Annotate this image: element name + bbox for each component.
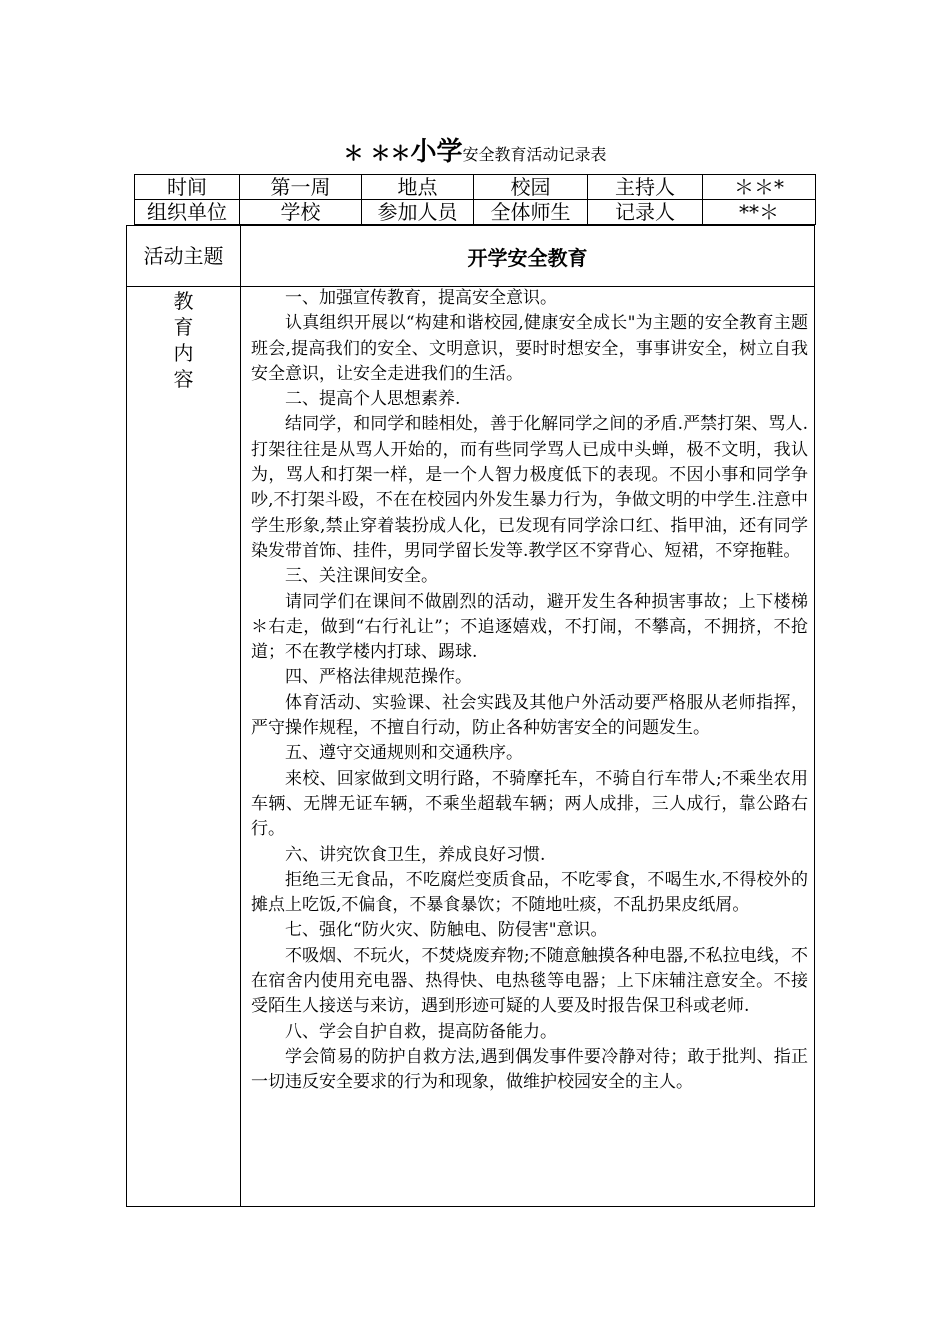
education-label-char: 教 (173, 289, 194, 313)
main-table (126, 225, 815, 1207)
section-heading: 八、学会自护自救，提高防备能力。 (285, 1021, 557, 1042)
section-heading: 七、强化“防火灾、防触电、防侵害"意识。 (285, 920, 608, 941)
section-heading: 一、加强宣传教育，提高安全意识。 (285, 288, 557, 308)
host-value: ＊＊* (703, 175, 816, 200)
organizer-value: 学校 (240, 200, 362, 225)
title-rest: 安全教育活动记录表 (462, 145, 607, 164)
info-row (135, 200, 816, 225)
section-heading: 五、遵守交通规则和交通秩序。 (285, 743, 523, 764)
host-label: 主持人 (588, 175, 703, 200)
section-body: 请同学们在课间不做剧烈的活动，避开发生各种损害事故；上下楼梯＊右走，做到“右行礼让”；不追逐嬉戏，不打闹，不攀高，不拥挤，不抢道；不在教学楼内打球、踢球. (251, 591, 808, 663)
organizer-label: 组织单位 (135, 200, 240, 225)
section-body: 体育活动、实验课、社会实践及其他户外活动要严格服从老师指挥，严守操作规程，不擅自行动，防止各种妨害安全的问题发生。 (251, 692, 808, 739)
section-body: 结同学，和同学和睦相处，善于化解同学之间的矛盾.严禁打架、骂人.打架往往是从骂人开始的，而有些同学骂人已成中头蝉，极不文明，我认为，骂人和打架一样，是一个人智力极度低下的表现。不因小事和同学争吵,不打架斗殴，不在在校园内外发生暴力行为，争做文明的中学生.注意中学生形象,禁止穿着装扮成人化，已发现有同学涂口红、指甲油，还有同学染发带首饰、挂件，男同学留长发等.教学区不穿背心、短裙，不穿拖鞋。 (251, 414, 808, 561)
education-label-char: 容 (173, 367, 194, 391)
education-label-char: 育 (173, 315, 194, 339)
recorder-label: 记录人 (588, 200, 703, 225)
section-body: 认真组织开展以“构建和谐校园,健康安全成长"为主题的安全教育主题班会,提高我们的安全、文明意识，要时时想安全，事事讲安全，树立自我安全意识，让安全走进我们的生活。 (251, 313, 808, 384)
section-heading: 六、讲究饮食卫生，养成良好习惯. (285, 844, 546, 865)
location-label: 地点 (362, 175, 474, 200)
info-row (135, 175, 816, 200)
section-heading: 三、关注课间安全。 (285, 566, 438, 587)
section-body: 学会简易的防护自救方法,遇到偶发事件要冷静对待；敢于批判、指正一切违反安全要求的行为和现象，做维护校园安全的主人。 (251, 1046, 808, 1093)
education-label-char: 内 (173, 341, 194, 365)
time-label: 时间 (135, 175, 240, 200)
education-label (127, 288, 240, 392)
section-body: 来校、回家做到文明行路，不骑摩托车，不骑自行车带人;不乘坐农用车辆、无牌无证车辆，不乘坐超载车辆；两人成排，三人成行，靠公路右行。 (251, 768, 808, 840)
time-value: 第一周 (240, 175, 362, 200)
title-stars: ＊ ＊＊ (343, 141, 411, 165)
participants-value: 全体师生 (474, 200, 588, 225)
section-body: 不吸烟、不玩火，不焚烧废弃物;不随意触摸各种电器,不私拉电线，不在宿舍内使用充电器、热得快、电热毯等电器；上下床辅注意安全。不接受陌生人接送与来访，遇到形迹可疑的人要及时报告保卫科或老师. (251, 945, 808, 1017)
recorder-value: **＊ (703, 200, 816, 225)
theme-label: 活动主题 (143, 244, 224, 268)
section-body: 拒绝三无食品，不吃腐烂变质食品，不吃零食，不喝生水,不得校外的摊点上吃饭,不偏食，不暴食暴饮；不随地吐痰，不乱扔果皮纸屑。 (251, 869, 808, 916)
column-divider (240, 226, 241, 1206)
title-school: 小学 (410, 137, 463, 167)
info-table (134, 174, 816, 225)
education-content (251, 286, 808, 1096)
section-heading: 二、提高个人思想素养. (285, 389, 461, 410)
location-value: 校园 (474, 175, 588, 200)
section-heading: 四、严格法律规范操作。 (285, 667, 472, 688)
participants-label: 参加人员 (362, 200, 474, 225)
theme-value: 开学安全教育 (467, 246, 588, 270)
page-title (0, 134, 950, 173)
